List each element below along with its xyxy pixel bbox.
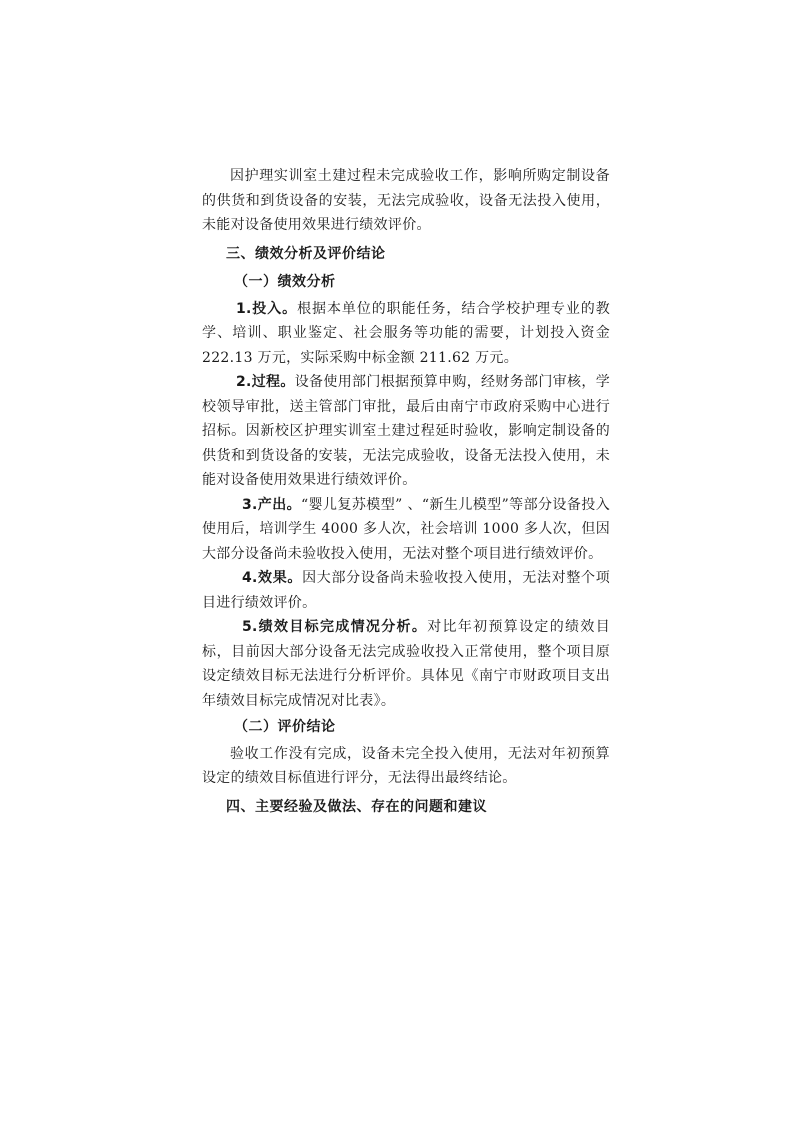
section-3-heading: 三、绩效分析及评价结论 <box>226 245 386 262</box>
subsection-2-heading: （二）评价结论 <box>234 719 336 735</box>
item-3-lead: 3.产出。 <box>242 496 302 513</box>
item-1-body: 根据本单位的职能任务，结合学校护理专业的教学、培训、职业鉴定、社会服务等功能的需要，计划投入资金 222.13 万元，实际采购中标金额 211.62 万元。 <box>202 300 610 366</box>
item-4-body: 因大部分设备尚未验收投入使用，无法对整个项目进行绩效评价。 <box>202 570 610 611</box>
subsection-1-heading: （一）绩效分析 <box>234 274 336 290</box>
document-body <box>202 164 610 823</box>
item-1-paragraph <box>202 297 610 371</box>
intro-paragraph: 因护理实训室土建过程未完成验收工作，影响所购定制设备的供货和到货设备的安装，无法完成验收，设备无法投入使用，未能对设备使用效果进行绩效评价。 <box>202 168 610 233</box>
item-4-lead: 4.效果。 <box>242 570 303 586</box>
item-3-paragraph <box>202 493 610 567</box>
section-4-heading: 四、主要经验及做法、存在的问题和建议 <box>226 798 487 815</box>
item-5-lead: 5.绩效目标完成情况分析。 <box>242 619 428 635</box>
item-4-paragraph <box>202 566 610 615</box>
item-1-lead: 1.投入。 <box>236 300 298 317</box>
item-2-paragraph <box>202 370 610 493</box>
item-2-body: 设备使用部门根据预算申购，经财务部门审核，学校领导审批，送主管部门审批，最后由南宁市政府采购中心进行招标。因新校区护理实训室土建过程延时验收，影响定制设备的供货和到货设备的安装，无法完成验收，设备无法投入使用，未能对设备使用效果进行绩效评价。 <box>202 374 610 488</box>
item-5-body: 对比年初预算设定的绩效目标，目前因大部分设备无法完成验收投入正常使用，整个项目原设定绩效目标无法进行分析评价。具体见《南宁市财政项目支出年绩效目标完成情况对比表》。 <box>202 619 610 709</box>
item-5-paragraph <box>202 615 610 713</box>
item-2-lead: 2.过程。 <box>236 374 295 390</box>
item-3-body: “婴儿复苏模型” 、“新生儿模型”等部分设备投入使用后，培训学生 4000 多人次，社会培训 1000 多人次，但因大部分设备尚未验收投入使用，无法对整个项目进行绩效评价。 <box>202 496 610 562</box>
conclusion-paragraph: 验收工作没有完成，设备未完全投入使用，无法对年初预算设定的绩效目标值进行评分，无法得出最终结论。 <box>202 745 610 786</box>
